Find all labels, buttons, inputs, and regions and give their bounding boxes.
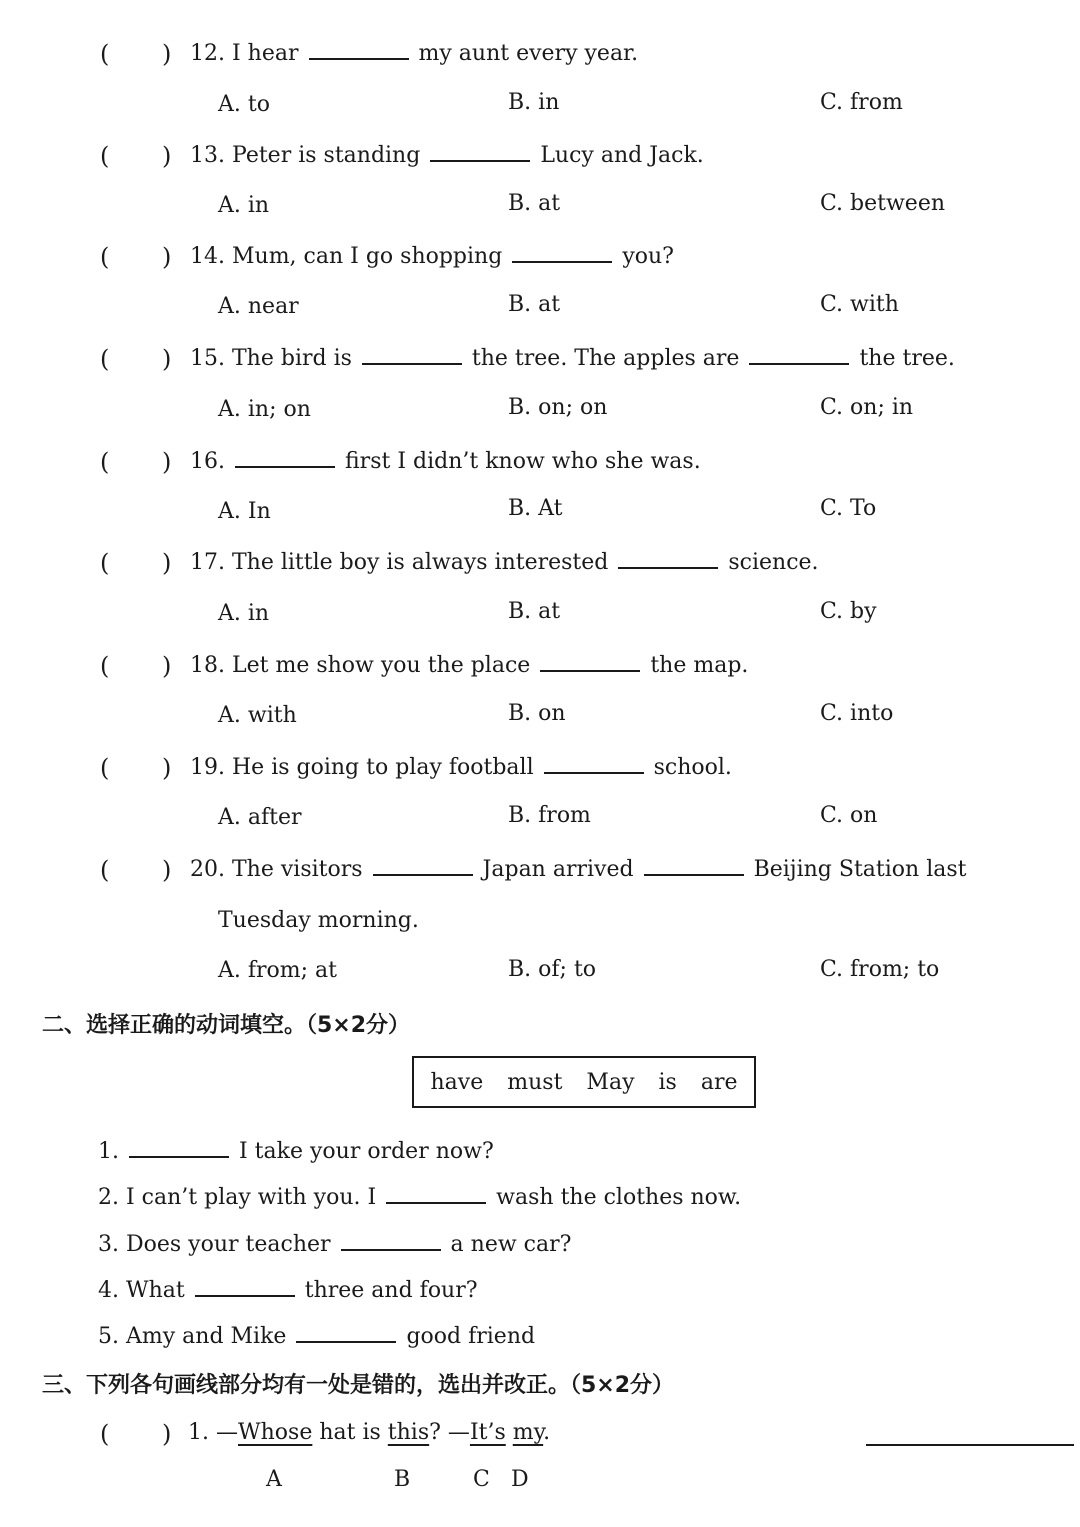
fill-blank[interactable]: [618, 549, 718, 569]
answer-paren-open[interactable]: (: [100, 142, 110, 170]
plain-text: ? —: [429, 1420, 470, 1445]
option-a[interactable]: A. to: [218, 92, 270, 117]
question-text-before: The little boy is always interested: [232, 550, 609, 575]
question-text-after: first I didn’t know who she was.: [345, 449, 701, 474]
fill-blank[interactable]: [373, 856, 473, 876]
option-c[interactable]: C. into: [820, 701, 894, 726]
item-number: 4.: [98, 1278, 119, 1303]
correction-answer-line[interactable]: [866, 1444, 1074, 1446]
answer-paren-open[interactable]: (: [100, 754, 110, 782]
question-number: 1.: [188, 1420, 209, 1445]
question-text-after: the map.: [650, 653, 749, 678]
fill-item-1: [98, 1138, 494, 1164]
answer-paren-close: ): [162, 243, 172, 271]
answer-paren-close: ): [162, 40, 172, 68]
option-c[interactable]: C. from: [820, 90, 903, 115]
item-number: 5.: [98, 1324, 119, 1349]
fill-blank[interactable]: [341, 1231, 441, 1251]
fill-item-2: [98, 1184, 741, 1210]
word-bank-item: must: [507, 1069, 563, 1095]
plain-text: hat is: [319, 1420, 381, 1445]
fill-blank[interactable]: [386, 1184, 486, 1204]
question-number: 20.: [190, 857, 225, 882]
option-c[interactable]: C. To: [820, 496, 877, 521]
answer-paren-close: ): [162, 448, 172, 476]
answer-paren-open[interactable]: (: [100, 1420, 110, 1448]
option-b[interactable]: B. on; on: [508, 395, 608, 420]
fill-blank[interactable]: [362, 345, 462, 365]
question-text-after: Beijing Station last: [753, 857, 967, 882]
answer-paren-close: ): [162, 652, 172, 680]
question-text-middle: the tree. The apples are: [471, 346, 740, 371]
answer-paren-close: ): [162, 345, 172, 373]
option-c[interactable]: C. on: [820, 803, 878, 828]
option-c[interactable]: C. from; to: [820, 957, 940, 982]
question-text-after: you?: [622, 244, 674, 269]
fill-blank[interactable]: [430, 142, 530, 162]
underlined-option-d: my: [512, 1420, 544, 1445]
answer-paren-close: ): [162, 142, 172, 170]
item-text-before: I can’t play with you. I: [126, 1185, 377, 1210]
question-text-after: science.: [728, 550, 819, 575]
option-b[interactable]: B. on: [508, 701, 566, 726]
option-a[interactable]: A. in: [218, 601, 270, 626]
choice-label-b: B: [394, 1467, 411, 1492]
item-text-after: wash the clothes now.: [496, 1185, 742, 1210]
question-number: 14.: [190, 244, 225, 269]
word-bank-item: is: [658, 1069, 677, 1095]
question-text-after: Lucy and Jack.: [540, 143, 704, 168]
item-text-after: a new car?: [450, 1232, 572, 1257]
word-bank-item: have: [430, 1069, 484, 1095]
word-bank-item: are: [700, 1069, 738, 1095]
question-text-before: The visitors: [232, 857, 363, 882]
item-text-before: Does your teacher: [126, 1232, 331, 1257]
answer-paren-close: ): [162, 754, 172, 782]
option-c[interactable]: C. on; in: [820, 395, 914, 420]
item-text-after: good friend: [406, 1324, 536, 1349]
item-number: 3.: [98, 1232, 119, 1257]
item-text-after: I take your order now?: [239, 1139, 494, 1164]
question-text-before: Peter is standing: [232, 143, 421, 168]
option-a[interactable]: A. in; on: [218, 397, 311, 422]
fill-blank[interactable]: [540, 652, 640, 672]
answer-paren-close: ): [162, 856, 172, 884]
underlined-option-b: this: [387, 1420, 430, 1445]
question-number: 19.: [190, 755, 225, 780]
question-text-middle: Japan arrived: [482, 857, 634, 882]
answer-paren-open[interactable]: (: [100, 856, 110, 884]
item-text-before: What: [126, 1278, 185, 1303]
question-text-before: The bird is: [232, 346, 352, 371]
option-c[interactable]: C. by: [820, 599, 877, 624]
question-text-before: Let me show you the place: [232, 653, 531, 678]
option-b[interactable]: B. at: [508, 599, 561, 624]
answer-paren-open[interactable]: (: [100, 345, 110, 373]
question-number: 18.: [190, 653, 225, 678]
fill-blank[interactable]: [544, 754, 644, 774]
item-number: 2.: [98, 1185, 119, 1210]
question-number: 15.: [190, 346, 225, 371]
answer-paren-open[interactable]: (: [100, 652, 110, 680]
item-text-before: Amy and Mike: [126, 1324, 287, 1349]
fill-blank[interactable]: [296, 1323, 396, 1343]
fill-item-4: [98, 1277, 478, 1303]
fill-blank[interactable]: [309, 40, 409, 60]
option-b[interactable]: B. of; to: [508, 957, 597, 982]
question-text-after: the tree.: [859, 346, 955, 371]
answer-paren-open[interactable]: (: [100, 40, 110, 68]
question-text-before: Mum, can I go shopping: [232, 244, 503, 269]
option-a[interactable]: A. In: [218, 499, 271, 524]
section-3-heading: 三、下列各句画线部分均有一处是错的，选出并改正。（5×2分）: [42, 1373, 675, 1398]
item-number: 1.: [98, 1139, 119, 1164]
option-c[interactable]: C. with: [820, 292, 899, 317]
fill-item-3: [98, 1231, 571, 1257]
fill-blank[interactable]: [129, 1138, 229, 1158]
answer-paren-open[interactable]: (: [100, 448, 110, 476]
answer-paren-open[interactable]: (: [100, 243, 110, 271]
underlined-option-a: Whose: [238, 1420, 313, 1445]
question-number: 16.: [190, 449, 225, 474]
dash: —: [216, 1420, 238, 1445]
underlined-option-c: It’s: [469, 1420, 506, 1445]
choice-label-a: A: [266, 1467, 282, 1492]
word-bank-item: May: [586, 1069, 635, 1095]
question-text-after: my aunt every year.: [418, 41, 639, 66]
question-number: 13.: [190, 143, 225, 168]
question-text-continued: Tuesday morning.: [218, 908, 419, 933]
error-question-1: [188, 1420, 550, 1445]
word-bank: [412, 1056, 756, 1108]
answer-paren-close: ): [162, 549, 172, 577]
option-c[interactable]: C. between: [820, 191, 946, 216]
question-text-before: He is going to play football: [232, 755, 534, 780]
question-number: 12.: [190, 41, 225, 66]
plain-text: .: [543, 1420, 551, 1445]
fill-item-5: [98, 1323, 535, 1349]
fill-blank[interactable]: [235, 448, 335, 468]
option-a[interactable]: A. with: [218, 703, 297, 728]
answer-paren-open[interactable]: (: [100, 549, 110, 577]
fill-blank[interactable]: [749, 345, 849, 365]
choice-label-c: C: [473, 1467, 490, 1492]
answer-paren-close: ): [162, 1420, 172, 1448]
option-a[interactable]: A. in: [218, 193, 270, 218]
question-text-after: school.: [653, 755, 732, 780]
option-b[interactable]: B. At: [508, 496, 563, 521]
question-number: 17.: [190, 550, 225, 575]
option-a[interactable]: A. from; at: [218, 958, 338, 983]
option-a[interactable]: A. after: [218, 805, 302, 830]
question-text-before: I hear: [232, 41, 299, 66]
fill-blank[interactable]: [644, 856, 744, 876]
option-b[interactable]: B. from: [508, 803, 591, 828]
item-text-after: three and four?: [304, 1278, 478, 1303]
option-b[interactable]: B. in: [508, 90, 560, 115]
option-b[interactable]: B. at: [508, 191, 561, 216]
option-a[interactable]: A. near: [218, 294, 299, 319]
choice-label-d: D: [511, 1467, 529, 1492]
fill-blank[interactable]: [195, 1277, 295, 1297]
option-b[interactable]: B. at: [508, 292, 561, 317]
section-2-heading: 二、选择正确的动词填空。（5×2分）: [42, 1013, 411, 1038]
fill-blank[interactable]: [512, 243, 612, 263]
